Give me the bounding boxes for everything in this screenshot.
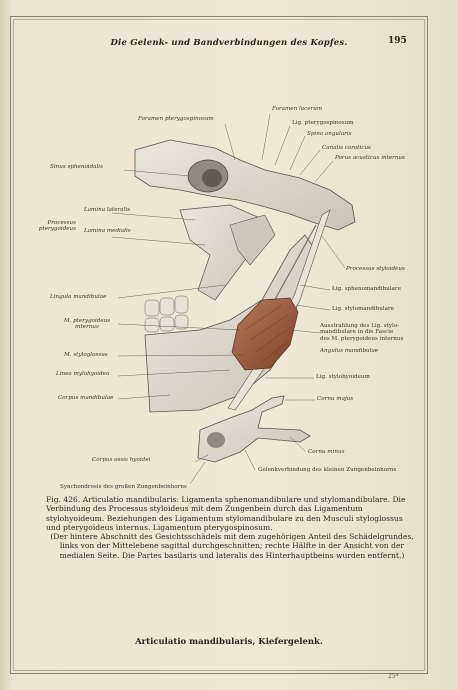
label-lamina-lateralis: Lamina lateralis bbox=[84, 207, 130, 213]
label-gelenkverbindung: Gelenkverbindung des kleinen Zungenbeinhorns bbox=[258, 467, 397, 473]
label-ausstrahlung: Ausstrahlung des Lig. stylo- mandibulare in die Fascie des M. pterygoideus internus bbox=[320, 323, 404, 342]
figure-caption bbox=[46, 495, 418, 560]
label-processus-pterygoideus: Processus pterygoideus bbox=[38, 220, 76, 233]
label-lig-sphenomandibulare: Lig. sphenomandibulare bbox=[332, 286, 401, 292]
label-linea-mylohyoidea: Linea mylohyoidea bbox=[56, 371, 110, 377]
caption-note: (Der hintere Abschnitt des Gesichtsschädels mit dem zugehörigen Anteil des Schädelgrundes, links von der Mittelebene sagittal durchgeschnitten; rechte Hälfte in der Ansicht von der medialen Seite. Die Partes basilaris und lateralis des Hinterhauptbeins wurden entfernt.) bbox=[50, 532, 414, 560]
hyoid-bone bbox=[198, 396, 310, 462]
section-footer-title: Articulatio mandibularis, Kiefergelenk. bbox=[135, 637, 323, 647]
label-cornu-minus: Cornu minus bbox=[308, 449, 345, 455]
label-lig-stylohyoideum: Lig. stylohyoideum bbox=[316, 374, 370, 380]
label-processus-styloideus: Processus styloideus bbox=[346, 266, 405, 272]
label-lig-pterygospinosum: Lig. pterygospinosum bbox=[292, 120, 354, 126]
label-spina-angularis: Spina angularis bbox=[307, 131, 352, 137]
label-m-styloglossus: M. styloglossus bbox=[64, 352, 108, 358]
page-number: 195 bbox=[388, 36, 407, 46]
label-cornu-majus: Cornu majus bbox=[317, 396, 354, 402]
label-synchondrosis: Synchondrosis des großen Zungenbeinhorns bbox=[60, 484, 187, 490]
running-header: Die Gelenk- und Bandverbindungen des Kopfes. bbox=[110, 38, 348, 48]
label-sinus-sphenoidalis: Sinus sphenoidalis bbox=[50, 164, 103, 170]
label-foramen-pterygospinosum: Foramen pterygospinosum bbox=[138, 116, 214, 122]
label-m-pterygoideus: M. pterygoideus internus bbox=[63, 318, 111, 331]
label-lamina-medialis: Lamina medialis bbox=[84, 228, 131, 234]
label-angulus-mandibulae: Angulus mandibulae bbox=[320, 348, 379, 354]
label-lig-stylomandibulare: Lig. stylomandibulare bbox=[332, 306, 394, 312]
label-corpus-mandibulae: Corpus mandibulae bbox=[58, 395, 114, 401]
caption-main: Fig. 426. Articulatio mandibularis: Ligamenta sphenomandibulare und stylomandibulare. Die Verbindung des Processus styloideus mit dem Zungenbein durch das Ligamentum stylohyoideum. Beziehungen des Ligamentum stylomandibulare zu den Musculi styloglossus und pterygoideus internus. Ligamentum pterygospinosum. bbox=[46, 495, 406, 532]
label-corpus-ossis-hyoidei: Corpus ossis hyoidei bbox=[92, 457, 151, 463]
teeth bbox=[145, 296, 188, 332]
label-foramen-lacerum: Foramen lacerum bbox=[272, 106, 323, 112]
signature-mark: 25* bbox=[388, 673, 399, 680]
pterygoid-muscle bbox=[232, 298, 298, 370]
label-lingula: Lingula mandibulae bbox=[50, 294, 107, 300]
label-porus-acusticus: Porus acusticus internus bbox=[335, 155, 405, 161]
label-canalis-caroticus: Canalis caroticus bbox=[322, 145, 371, 151]
